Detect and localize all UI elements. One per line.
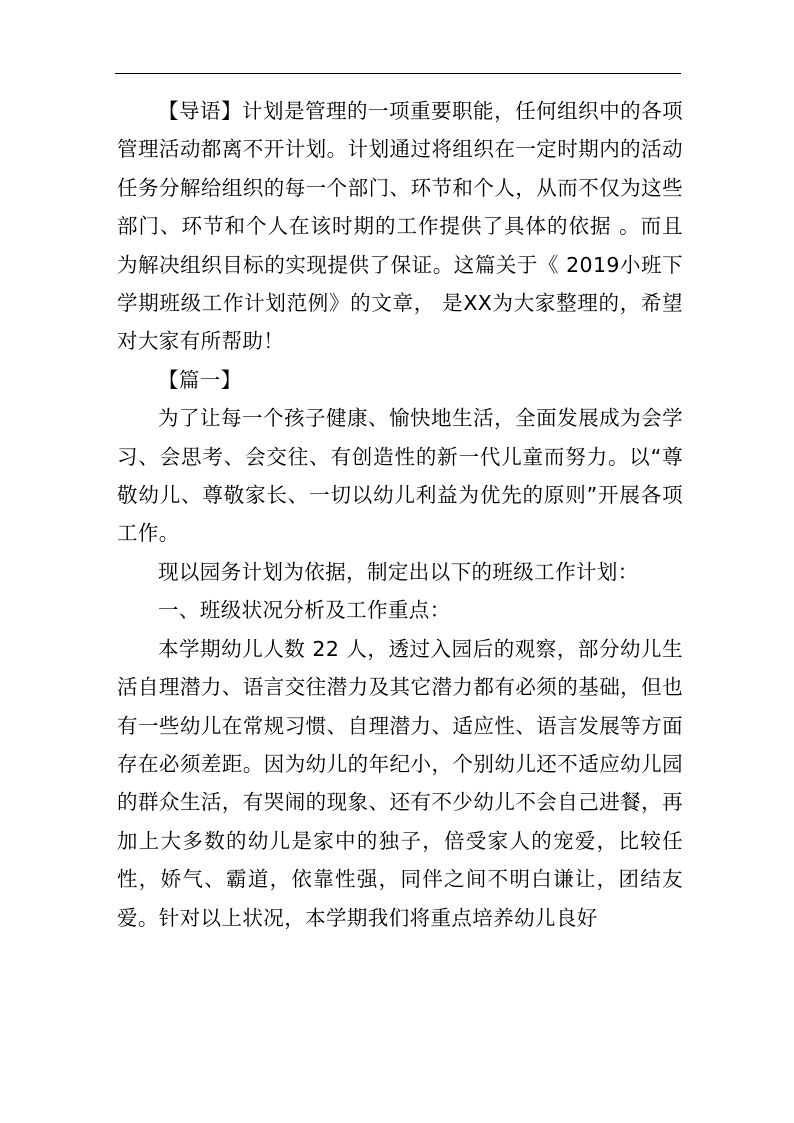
section-heading-part-one: 【篇一】 xyxy=(158,367,242,392)
header-rule xyxy=(115,73,681,74)
section-heading-class-analysis: 一、班级状况分析及工作重点： xyxy=(158,598,451,623)
plan-basis-paragraph: 现以园务计划为依据，制定出以下的班级工作计划： xyxy=(158,559,639,584)
intro-paragraph: 【导语】计划是管理的一项重要职能，任何组织中的各项管理活动都离不开计划。计划通过将组织在一定时期内的活动任务分解给组织的每一个部门、环节和个人，从而不仅为这些部门、环节和个人在该时期的工作提供了具体的依据 。而且为解决组织目标的实现提供了保证。这篇关于《 2019小班下学期班级工作计划范例》的文章， 是XX为大家整理的，希望对大家有所帮助！ xyxy=(117,99,683,354)
document-body xyxy=(117,92,683,937)
class-analysis-paragraph: 本学期幼儿人数 22 人，透过入园后的观察，部分幼儿生活自理潜力、语言交往潜力及其它潜力都有必须的基础，但也有一些幼儿在常规习惯、自理潜力、适应性、语言发展等方面存在必须差距。因为幼儿的年纪小，个别幼儿还不适应幼儿园的群众生活，有哭闹的现象、还有不少幼儿不会自己进餐，再加上大多数的幼儿是家中的独子，倍受家人的宠爱，比较任性，娇气、霸道，依靠性强，同伴之间不明白谦让，团结友爱。针对以上状况，本学期我们将重点培养幼儿良好 xyxy=(117,636,683,930)
goal-paragraph: 为了让每一个孩子健康、愉快地生活，全面发展成为会学习、会思考、会交往、有创造性的新一代儿童而努力。以“尊敬幼儿、尊敬家长、一切以幼儿利益为优先的原则”开展各项工作。 xyxy=(117,406,683,546)
